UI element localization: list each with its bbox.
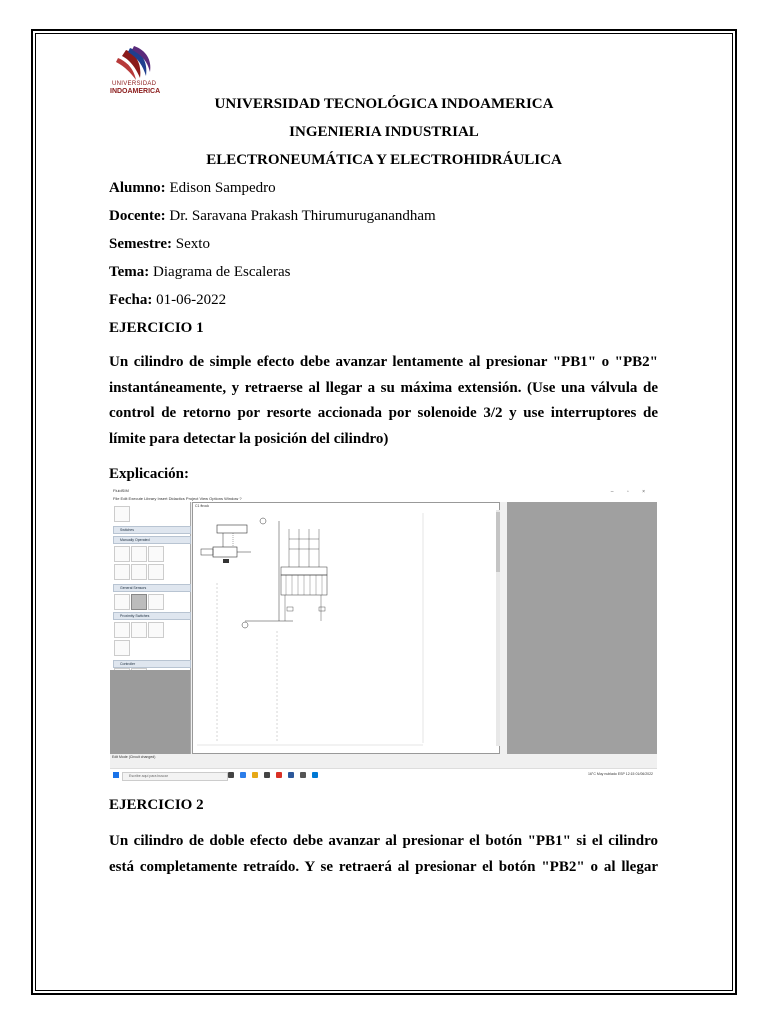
logo-text-top: UNIVERSIDAD bbox=[112, 81, 157, 87]
section-switches[interactable]: Switches bbox=[113, 526, 191, 534]
exercise2-line: Un cilindro de doble efecto debe avanzar al presionar el botón "PB1" si el cilindro bbox=[109, 833, 658, 849]
system-tray[interactable]: 16°C Muy nublado ESP 12:15 01/06/2022 bbox=[588, 772, 653, 776]
career-title: INGENIERIA INDUSTRIAL bbox=[289, 124, 479, 140]
store-icon[interactable] bbox=[264, 772, 270, 778]
windows-taskbar bbox=[110, 768, 657, 781]
teacher-label: Docente: bbox=[109, 208, 166, 224]
section-general-sensors[interactable]: General Sensors bbox=[113, 584, 191, 592]
section-controller[interactable]: Controller bbox=[113, 660, 191, 668]
library-tile[interactable] bbox=[114, 622, 130, 638]
circuit-canvas[interactable] bbox=[192, 502, 500, 754]
exercise2-line: está completamente retraído. Y se retraerá al presionar el botón "PB2" o al llegar bbox=[109, 858, 658, 875]
word-icon[interactable] bbox=[288, 772, 294, 778]
exercise1-line: instantáneamente, y retraerse al llegar a su máxima extensión. (Use una válvula de bbox=[109, 379, 658, 396]
date-value: 01-06-2022 bbox=[152, 292, 227, 308]
library-tile[interactable] bbox=[131, 546, 147, 562]
canvas-scroll-thumb[interactable] bbox=[496, 512, 500, 572]
student-line bbox=[109, 180, 276, 197]
subject-title: ELECTRONEUMÁTICA Y ELECTROHIDRÁULICA bbox=[206, 152, 562, 168]
exercise1-statement bbox=[109, 350, 658, 452]
section-manually-operated[interactable]: Manually Operated bbox=[113, 536, 191, 544]
semester-line bbox=[109, 236, 210, 253]
semester-value: Sexto bbox=[172, 236, 210, 252]
ladder-diagram bbox=[193, 503, 499, 753]
panel-empty-area bbox=[110, 670, 190, 754]
library-tile[interactable] bbox=[114, 594, 130, 610]
library-tile[interactable] bbox=[114, 640, 130, 656]
university-title: UNIVERSIDAD TECNOLÓGICA INDOAMERICA bbox=[214, 96, 554, 112]
taskbar-search[interactable]: Escribe aquí para buscar bbox=[122, 772, 228, 781]
student-value: Edison Sampedro bbox=[165, 180, 276, 196]
semester-label: Semestre: bbox=[109, 236, 173, 252]
library-tile[interactable] bbox=[114, 546, 130, 562]
chrome-icon[interactable] bbox=[276, 772, 282, 778]
teacher-value: Dr. Saravana Prakash Thirumuruganandham bbox=[165, 208, 436, 224]
exercise1-line: control de retorno por resorte accionada por solenoide 3/2 y use interruptores de bbox=[109, 405, 658, 421]
status-bar: Edit Mode (Circuit changed) bbox=[110, 754, 657, 761]
topic-label: Tema: bbox=[109, 264, 150, 280]
teacher-line bbox=[109, 208, 436, 225]
exercise2-statement bbox=[109, 829, 658, 880]
start-icon[interactable] bbox=[113, 772, 119, 778]
logo-text-bottom: INDOAMERICA bbox=[110, 88, 161, 95]
library-tile[interactable] bbox=[114, 506, 130, 522]
fluidsim-icon[interactable] bbox=[312, 772, 318, 778]
menu-items[interactable]: File Edit Execute Library Insert Didactics Project View Options Window ? bbox=[113, 496, 242, 501]
date-line bbox=[109, 292, 226, 309]
folder-icon[interactable] bbox=[252, 772, 258, 778]
exercise1-title: EJERCICIO 1 bbox=[109, 320, 204, 336]
library-tile-selected[interactable] bbox=[131, 594, 147, 610]
library-tile[interactable] bbox=[148, 622, 164, 638]
topic-line bbox=[109, 264, 290, 281]
fluidsim-screenshot bbox=[110, 488, 657, 781]
explanation-label: Explicación: bbox=[109, 466, 190, 482]
student-label: Alumno: bbox=[109, 180, 166, 196]
task-view-icon[interactable] bbox=[228, 772, 234, 778]
library-tile[interactable] bbox=[148, 564, 164, 580]
exercise1-line: Un cilindro de simple efecto debe avanzar lentamente al presionar "PB1" o "PB2" bbox=[109, 354, 658, 370]
workspace-background bbox=[507, 502, 657, 754]
exercise1-line: límite para detectar la posición del cilindro) bbox=[109, 430, 389, 447]
app-icon[interactable] bbox=[300, 772, 306, 778]
library-tile[interactable] bbox=[131, 564, 147, 580]
topic-value: Diagrama de Escaleras bbox=[149, 264, 291, 280]
date-label: Fecha: bbox=[109, 292, 153, 308]
window-controls[interactable]: – ▫ × bbox=[610, 489, 651, 495]
library-tile[interactable] bbox=[114, 564, 130, 580]
library-tile[interactable] bbox=[131, 622, 147, 638]
library-tile[interactable] bbox=[148, 546, 164, 562]
edge-icon[interactable] bbox=[240, 772, 246, 778]
library-tile[interactable] bbox=[148, 594, 164, 610]
doc-tab[interactable]: C1 ftrock bbox=[195, 504, 210, 508]
app-title: FluidSIM bbox=[113, 488, 129, 493]
app-titlebar bbox=[110, 488, 657, 496]
section-proximity-switches[interactable]: Proximity Switches bbox=[113, 612, 191, 620]
exercise2-title: EJERCICIO 2 bbox=[109, 797, 204, 813]
